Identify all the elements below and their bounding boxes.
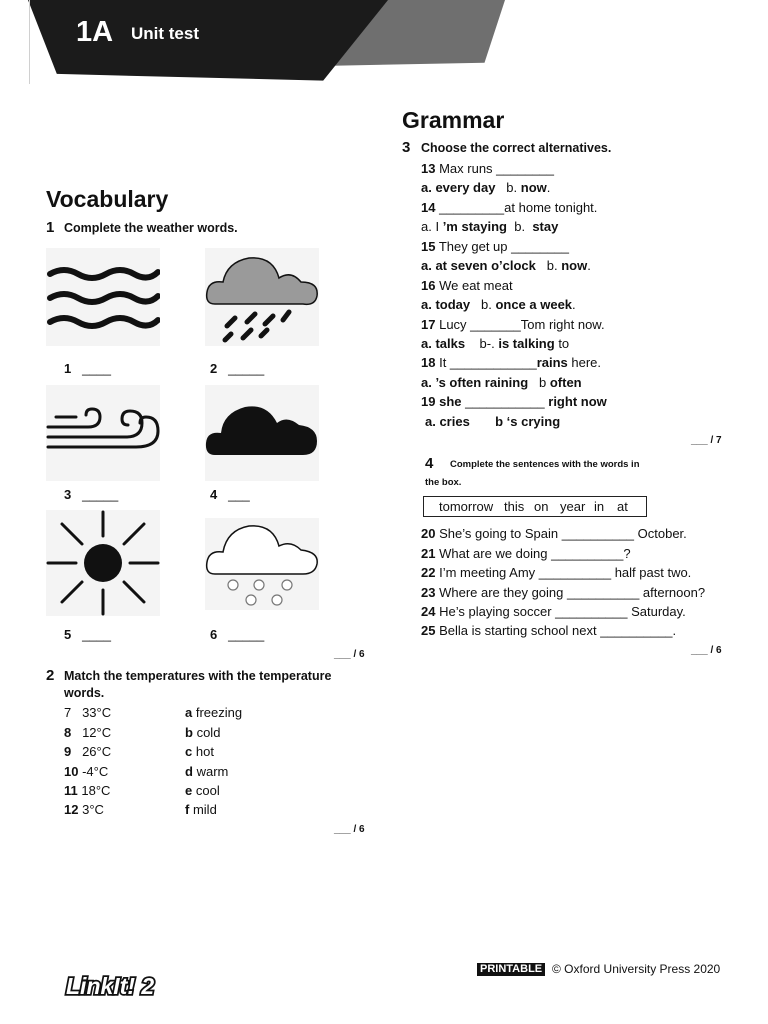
q17: 17 Lucy _______Tom right now. [421, 317, 605, 332]
unit-title: Unit test [131, 24, 199, 43]
box-word-on: on [534, 499, 549, 514]
unit-number: 1A [76, 16, 114, 48]
sentence-22: 22 I’m meeting Amy __________ half past two. [421, 565, 692, 580]
sun-icon [46, 510, 160, 616]
box-word-year: year [560, 499, 586, 514]
vocabulary-heading: Vocabulary [46, 186, 169, 212]
word-a: a freezing [185, 705, 243, 720]
dark-cloud-icon [205, 385, 319, 481]
exercise-3-number: 3 [402, 139, 411, 156]
ex1-item-1: 1 ____ [64, 361, 111, 376]
q19: 19 she ___________ right now [421, 394, 607, 409]
word-e: e cool [185, 783, 220, 798]
word-f: f mild [185, 802, 217, 817]
rain-cloud-icon [205, 248, 319, 346]
a17: a. talks b-. is talking to [421, 336, 570, 351]
a15: a. at seven o’clock b. now. [421, 258, 591, 273]
exercise-4-instruction-line1: Complete the sentences with the words in [450, 459, 640, 470]
a16: a. today b. once a week. [421, 297, 576, 312]
ex3-score: ___ / 7 [691, 435, 722, 446]
ex4-score: ___ / 6 [691, 645, 722, 656]
ex1-item-5: 5 ____ [64, 627, 111, 642]
exercise-2-instruction-line2: words. [64, 686, 105, 700]
a13: a. every day b. now. [421, 180, 551, 195]
margin-line [29, 0, 30, 84]
temp-7: 7 33°C [64, 705, 112, 720]
sentence-25: 25 Bella is starting school next __________. [421, 623, 677, 638]
temp-12: 12 3°C [64, 802, 104, 817]
word-b: b cold [185, 725, 221, 740]
a19: a. cries b ‘s crying [425, 414, 561, 429]
wind-waves-icon [46, 248, 160, 346]
word-c: c hot [185, 744, 214, 759]
q13: 13 Max runs ________ [421, 161, 555, 176]
snow-cloud-icon [205, 518, 319, 610]
sentence-24: 24 He’s playing soccer __________ Saturday. [421, 604, 686, 619]
word-d: d warm [185, 764, 229, 779]
q16: 16 We eat meat [421, 278, 513, 293]
box-word-tomorrow: tomorrow [439, 499, 494, 514]
temp-9: 9 26°C [64, 744, 112, 759]
exercise-1-instruction: Complete the weather words. [64, 221, 238, 235]
q18: 18 It ____________rains here. [421, 355, 602, 370]
ex1-item-6: 6 _____ [210, 627, 265, 642]
linkit-logo-text: LinkIt! 2 [66, 973, 155, 999]
copyright-text: © Oxford University Press 2020 [552, 962, 721, 976]
exercise-1-number: 1 [46, 219, 55, 236]
box-word-at: at [617, 499, 628, 514]
ex1-item-4: 4 ___ [210, 487, 250, 502]
exercise-2-number: 2 [46, 667, 55, 684]
exercise-4-instruction-line2: the box. [425, 477, 462, 488]
wind-swirl-icon [46, 385, 160, 481]
box-word-in: in [594, 499, 605, 514]
sentence-23: 23 Where are they going __________ afternoon? [421, 585, 706, 600]
temp-8: 8 12°C [64, 725, 112, 740]
q14: 14 _________at home tonight. [421, 200, 598, 215]
sentence-20: 20 She’s going to Spain __________ October. [421, 526, 687, 541]
word-box [423, 496, 647, 517]
exercise-3-instruction: Choose the correct alternatives. [421, 141, 612, 155]
ex1-item-2: 2 _____ [210, 361, 265, 376]
sentence-21: 21 What are we doing __________? [421, 546, 631, 561]
exercise-4-number: 4 [425, 455, 434, 472]
exercise-2-instruction-line1: Match the temperatures with the temperature [64, 669, 332, 683]
ex1-score: ___ / 6 [334, 649, 365, 660]
ex1-item-3: 3 _____ [64, 487, 119, 502]
linkit-logo [52, 970, 197, 1005]
q15: 15 They get up ________ [421, 239, 569, 254]
ex2-score: ___ / 6 [334, 824, 365, 835]
printable-badge: PRINTABLE [477, 963, 545, 976]
a14: a. I ’m staying b. stay [421, 219, 559, 234]
temp-10: 10 -4°C [64, 764, 109, 779]
a18: a. ’s often raining b often [421, 375, 582, 390]
temp-11: 11 18°C [64, 783, 111, 798]
grammar-heading: Grammar [402, 107, 505, 133]
box-word-this: this [504, 499, 525, 514]
